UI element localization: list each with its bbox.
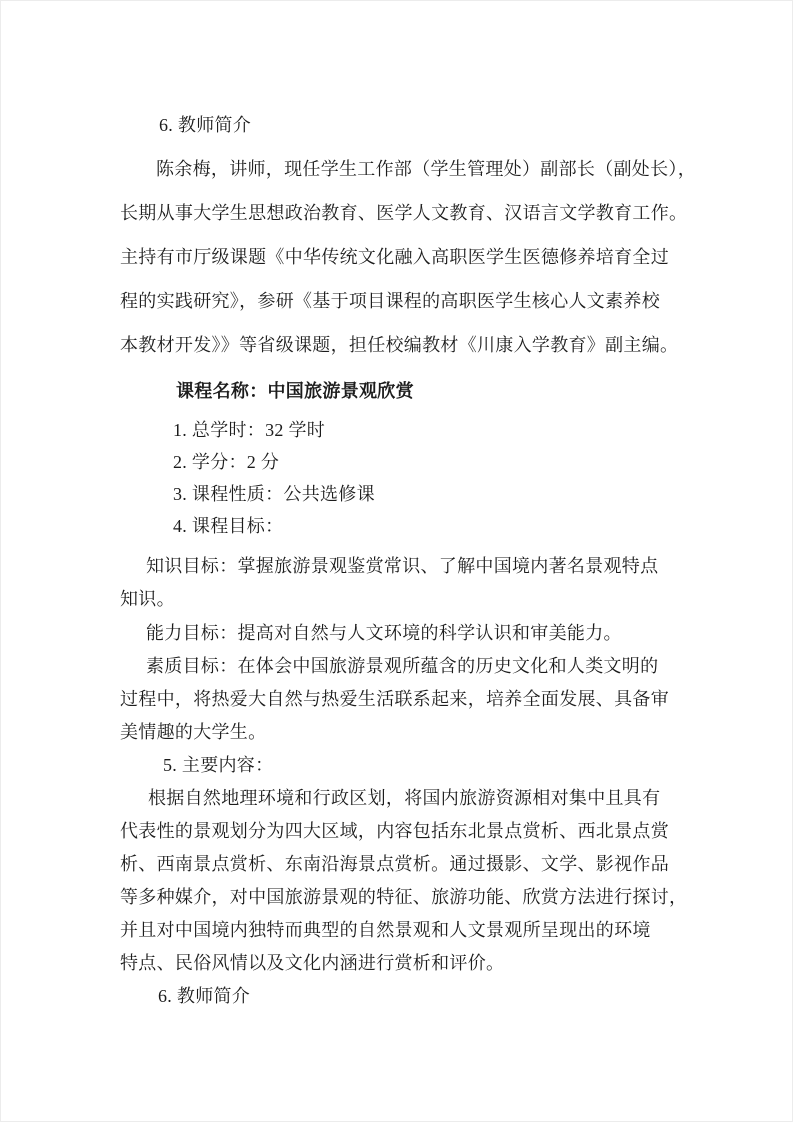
teacher-bio-line: 长期从事大学生思想政治教育、医学人文教育、汉语言文学教育工作。: [120, 203, 688, 223]
course-item-objectives: 4. 课程目标：: [173, 516, 284, 536]
prev-teacher-intro-heading: 6. 教师简介: [159, 115, 252, 135]
objective-line-quality-cont: 过程中，将热爱大自然与热爱生活联系起来，培养全面发展、具备审: [120, 689, 669, 709]
objective-line-knowledge: 知识目标：掌握旅游景观鉴赏常识、了解中国境内著名景观特点: [146, 556, 659, 576]
main-content-line: 代表性的景观划分为四大区域，内容包括东北景点赏析、西北景点赏: [120, 821, 669, 841]
main-content-line: 根据自然地理环境和行政区划，将国内旅游资源相对集中且具有: [148, 788, 661, 808]
objective-line-knowledge-cont: 知识。: [120, 589, 175, 609]
teacher-bio-line: 本教材开发》》等省级课题，担任校编教材《川康入学教育》副主编。: [120, 335, 679, 355]
course-item-type: 3. 课程性质：公共选修课: [173, 484, 375, 504]
teacher-bio-line: 程的实践研究》，参研《基于项目课程的高职医学生核心人文素养校: [120, 291, 660, 311]
teacher-intro-heading: 6. 教师简介: [158, 986, 251, 1006]
main-content-heading: 5. 主要内容：: [163, 755, 274, 775]
main-content-line: 等多种媒介，对中国旅游景观的特征、旅游功能、欣赏方法进行探讨，: [120, 887, 688, 907]
main-content-line: 并且对中国境内独特而典型的自然景观和人文景观所呈现出的环境: [120, 920, 651, 940]
course-item-total-hours: 1. 总学时：32 学时: [173, 420, 326, 440]
objective-line-quality-cont: 美情趣的大学生。: [120, 722, 267, 742]
objective-line-ability: 能力目标：提高对自然与人文环境的科学认识和审美能力。: [146, 623, 622, 643]
main-content-line: 特点、民俗风情以及文化内涵进行赏析和评价。: [120, 953, 505, 973]
teacher-bio-line: 陈余梅，讲师，现任学生工作部（学生管理处）副部长（副处长），: [156, 159, 696, 179]
course-item-credits: 2. 学分：2 分: [173, 452, 280, 472]
course-title-heading: 课程名称：中国旅游景观欣赏: [176, 381, 414, 401]
teacher-bio-line: 主持有市厅级课题《中华传统文化融入高职医学生医德修养培育全过: [120, 247, 669, 267]
main-content-line: 析、西南景点赏析、东南沿海景点赏析。通过摄影、文学、影视作品: [120, 854, 669, 874]
objective-line-quality: 素质目标：在体会中国旅游景观所蕴含的历史文化和人类文明的: [146, 656, 659, 676]
